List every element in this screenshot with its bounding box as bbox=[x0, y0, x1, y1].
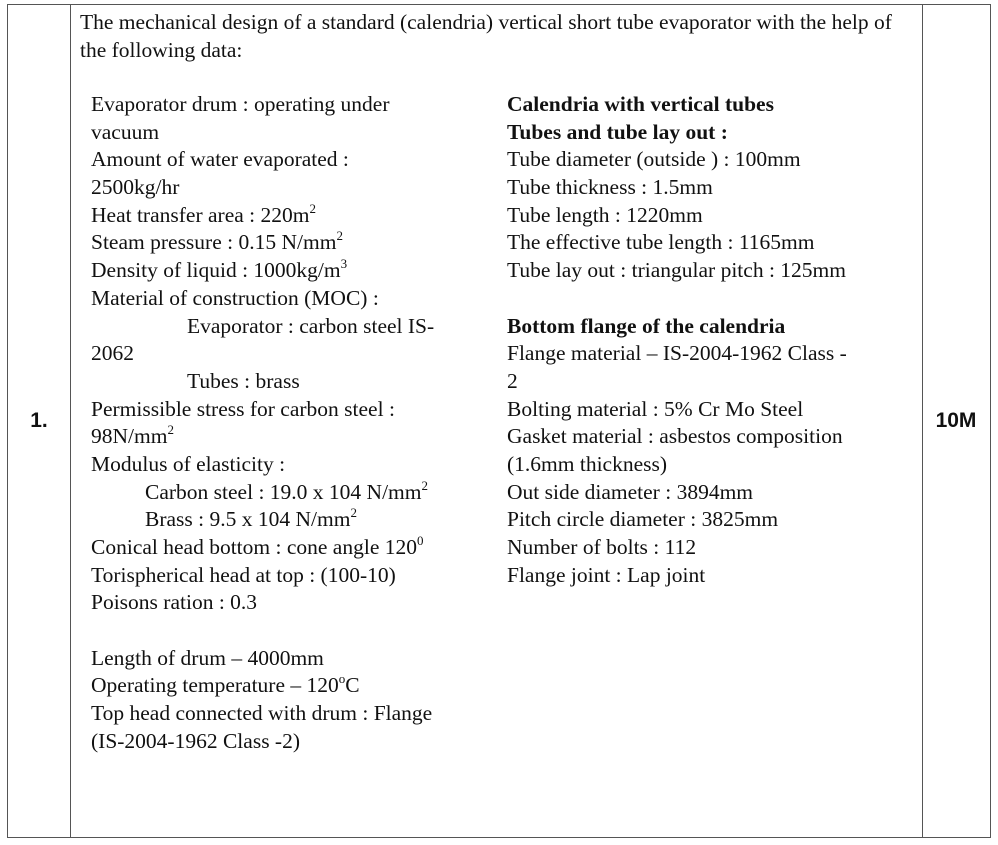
gasket-material-1: Gasket material : asbestos composition bbox=[507, 424, 843, 449]
moc-evaporator-2: 2062 bbox=[91, 341, 134, 366]
outside-diameter: Out side diameter : 3894mm bbox=[507, 479, 754, 504]
question-number: 1. bbox=[30, 409, 48, 432]
modulus-carbon-steel: Carbon steel : 19.0 x 104 $N/mm^2$ bbox=[145, 477, 428, 504]
top-head-line-2: (IS-2004-1962 Class -2) bbox=[91, 728, 301, 753]
calendria-heading: Calendria with vertical tubes bbox=[507, 92, 774, 116]
number-of-bolts: Number of bolts : 112 bbox=[507, 535, 697, 559]
pitch-circle-diameter: Pitch circle diameter : 3825mm bbox=[507, 507, 779, 532]
modulus-heading: Modulus of elasticity : bbox=[91, 451, 286, 476]
moc-tubes: Tubes : brass bbox=[187, 368, 300, 393]
operating-temperature: Operating temperature – 120$^o$C bbox=[91, 671, 360, 698]
question-intro: The mechanical design of a standard (calendria) vertical short tube evaporator with the help of the following data: bbox=[80, 10, 892, 62]
column-divider-left bbox=[70, 5, 71, 837]
tube-layout: Tube lay out : triangular pitch : 125mm bbox=[507, 258, 846, 283]
stress-line-1: Permissible stress for carbon steel : bbox=[91, 396, 395, 421]
right-data-column bbox=[507, 91, 907, 589]
tube-diameter: Tube diameter (outside ) : 100mm bbox=[507, 147, 801, 172]
conical-head: Conical head bottom : cone angle $120^0$ bbox=[91, 533, 424, 559]
heat-transfer-area: Heat transfer area : $220m^2$ bbox=[91, 200, 316, 227]
poisons-ratio: Poisons ration : 0.3 bbox=[91, 590, 258, 615]
effective-tube-length: The effective tube length : 1165mm bbox=[507, 230, 815, 255]
top-head-line-1: Top head connected with drum : Flange bbox=[91, 701, 433, 726]
torispherical-head: Torispherical head at top : (100-10) bbox=[91, 562, 396, 587]
flange-heading: Bottom flange of the calendria bbox=[507, 313, 786, 338]
drum-length: Length of drum – 4000mm bbox=[91, 645, 324, 670]
water-line-2: 2500kg/hr bbox=[91, 175, 180, 200]
blank-line bbox=[507, 285, 907, 313]
tube-thickness: Tube thickness : 1.5mm bbox=[507, 175, 713, 200]
flange-material-1: Flange material – IS-2004-1962 Class - bbox=[507, 341, 847, 366]
liquid-density: Density of liquid : $1000kg/m^3$ bbox=[91, 256, 348, 283]
moc-evaporator-1: Evaporator : carbon steel IS- bbox=[187, 313, 435, 338]
modulus-brass: Brass : 9.5 x 104 $N/mm^2$ bbox=[145, 505, 357, 532]
steam-pressure: Steam pressure : 0.15 $N/mm^2$ bbox=[91, 228, 343, 255]
tubes-heading: Tubes and tube lay out : bbox=[507, 119, 728, 144]
moc-heading: Material of construction (MOC) : bbox=[91, 285, 379, 310]
marks: 10M bbox=[935, 409, 977, 432]
stress-line-2: $98N/mm^2$ bbox=[91, 422, 174, 449]
bolting-material: Bolting material : 5% Cr Mo Steel bbox=[507, 396, 804, 421]
flange-joint: Flange joint : Lap joint bbox=[507, 562, 706, 587]
tube-length: Tube length : 1220mm bbox=[507, 202, 703, 227]
left-data-column bbox=[91, 91, 491, 756]
drum-line-1: Evaporator drum : operating under bbox=[91, 92, 390, 116]
water-line-1: Amount of water evaporated : bbox=[91, 147, 349, 172]
gasket-material-2: (1.6mm thickness) bbox=[507, 451, 668, 476]
drum-line-2: vacuum bbox=[91, 119, 160, 144]
flange-material-2: 2 bbox=[507, 368, 518, 393]
blank-line bbox=[91, 617, 491, 645]
